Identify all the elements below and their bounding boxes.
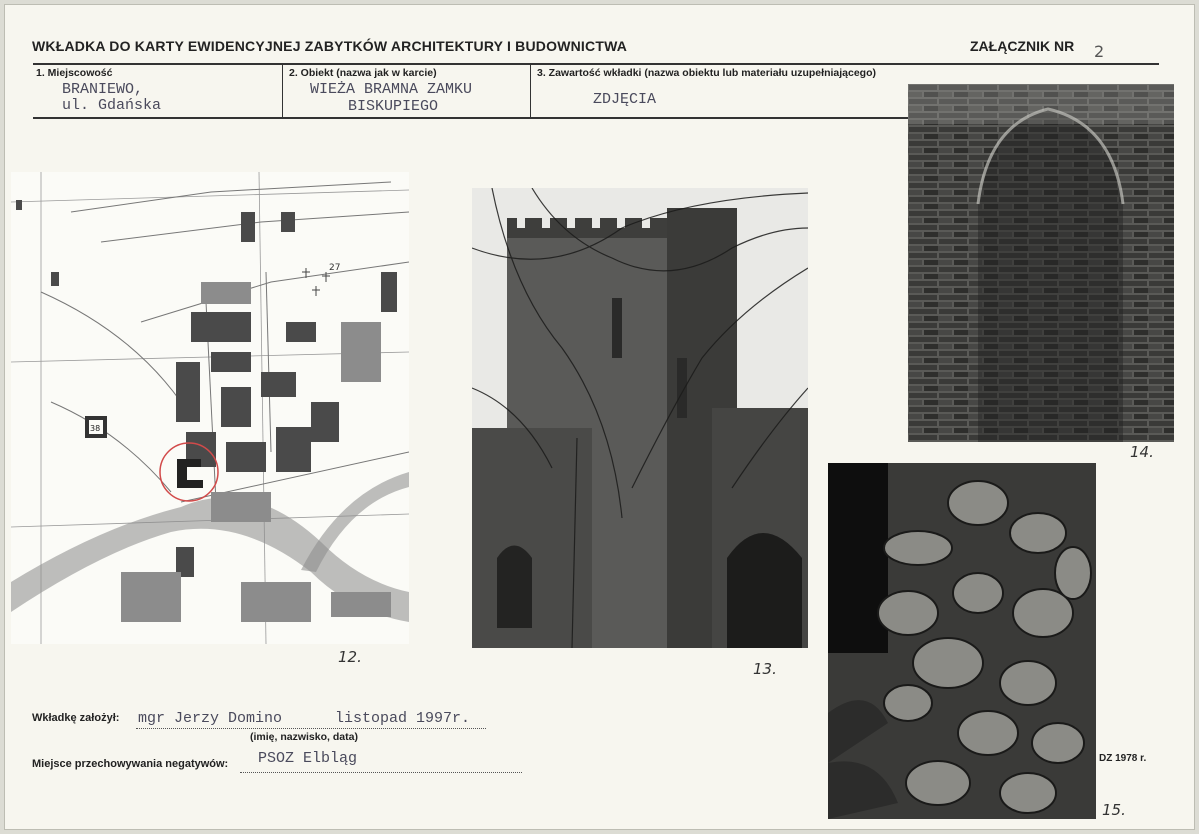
brick-figure-number: 14. <box>1130 443 1154 461</box>
place-value-line1: BRANIEWO, <box>62 81 144 98</box>
print-mark: DZ 1978 r. <box>1099 753 1147 764</box>
historical-town-map <box>11 172 409 644</box>
founder-hint: (imię, nazwisko, data) <box>250 731 358 743</box>
negatives-dotted-line <box>240 772 522 773</box>
annex-label: ZAŁĄCZNIK NR <box>970 38 1075 54</box>
map-cemetery-label: 27 <box>329 263 341 273</box>
field-divider-2 <box>530 64 531 118</box>
date-value: listopad 1997r. <box>335 710 471 727</box>
map-building-label: 38 <box>90 424 101 433</box>
brick-wall-drawing <box>908 84 1174 442</box>
header-rule <box>33 63 1159 65</box>
tower-photo-drawing <box>472 188 808 648</box>
object-label: 2. Obiekt (nazwa jak w karcie) <box>289 67 437 79</box>
town-map-drawing <box>11 172 409 644</box>
founder-dotted-line <box>136 728 486 729</box>
object-value-line1: WIEŻA BRAMNA ZAMKU <box>310 81 473 98</box>
object-value-line2: BISKUPIEGO <box>348 98 439 115</box>
stone-figure-number: 15. <box>1102 801 1126 819</box>
negatives-label: Miejsce przechowywania negatywów: <box>32 758 229 770</box>
card-title: WKŁADKA DO KARTY EWIDENCYJNEJ ZABYTKÓW ARCHITEKTURY I BUDOWNICTWA <box>32 38 628 54</box>
map-figure-number: 12. <box>338 648 362 666</box>
brick-wall-photo <box>908 84 1174 442</box>
content-label: 3. Zawartość wkładki (nazwa obiektu lub materiału uzupełniającego) <box>537 67 876 79</box>
founder-label: Wkładkę założył: <box>32 712 120 724</box>
founder-value: mgr Jerzy Domino <box>138 710 283 727</box>
fields-bottom-rule <box>33 117 909 119</box>
place-value-line2: ul. Gdańska <box>62 97 162 114</box>
stone-wall-photo <box>828 463 1096 819</box>
content-value: ZDJĘCIA <box>593 91 657 108</box>
tower-photo <box>472 188 808 648</box>
tower-figure-number: 13. <box>753 660 777 678</box>
field-divider-1 <box>282 64 283 118</box>
stone-wall-drawing <box>828 463 1096 819</box>
place-label: 1. Miejscowość <box>36 67 113 79</box>
negatives-value: PSOZ Elbląg <box>258 750 358 767</box>
annex-number: 2 <box>1094 42 1105 61</box>
